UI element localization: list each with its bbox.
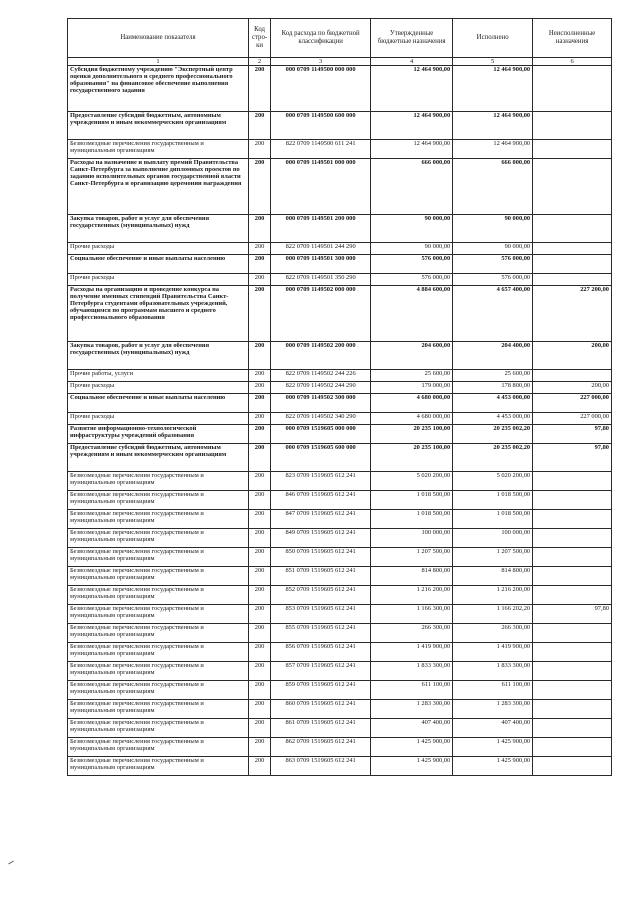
row-name: Развитие информационно-технологической инфраструктуры учреждений образования <box>68 425 249 444</box>
row-unexecuted <box>533 159 612 215</box>
row-executed: 25 600,00 <box>453 370 533 382</box>
row-executed: 4 453 000,00 <box>453 394 533 413</box>
row-expense-code: 000 0709 1149500 600 000 <box>271 112 371 140</box>
row-name: Расходы на организацию и проведение конкурса на получение именных стипендий Правительства Санкт-Петербурга студентами образовательных учреждений, обучающимся по программам высшего и среднего профессионального образования <box>68 286 249 342</box>
row-expense-code: 847 0709 1519605 612 241 <box>271 510 371 529</box>
row-line-code: 200 <box>248 491 270 510</box>
row-name: Прочие работы, услуги <box>68 370 249 382</box>
header-expense-code: Код расхода по бюджетной классификации <box>271 19 371 58</box>
row-unexecuted <box>533 586 612 605</box>
row-expense-code: 000 0709 1149501 000 000 <box>271 159 371 215</box>
row-approved: 1 018 500,00 <box>371 510 453 529</box>
header-executed: Исполнено <box>453 19 533 58</box>
row-expense-code: 000 0709 1149501 200 000 <box>271 215 371 243</box>
row-executed: 1 018 500,00 <box>453 510 533 529</box>
table-row <box>68 394 612 413</box>
row-executed: 12 464 900,00 <box>453 140 533 159</box>
row-unexecuted <box>533 719 612 738</box>
row-approved: 12 464 900,00 <box>371 112 453 140</box>
row-approved: 266 300,00 <box>371 624 453 643</box>
row-unexecuted <box>533 112 612 140</box>
row-executed: 100 000,00 <box>453 529 533 548</box>
row-executed: 4 657 400,00 <box>453 286 533 342</box>
row-expense-code: 000 0709 1149502 000 000 <box>271 286 371 342</box>
row-name: Закупка товаров, работ и услуг для обеспечения государственных (муниципальных) нужд <box>68 215 249 243</box>
row-line-code: 200 <box>248 643 270 662</box>
row-name: Безвозмездные перечисления государственным и муниципальным организациям <box>68 140 249 159</box>
row-name: Безвозмездные перечисления государственным и муниципальным организациям <box>68 662 249 681</box>
header-line-code: Код стро-ки <box>248 19 270 58</box>
row-name: Прочие расходы <box>68 382 249 394</box>
row-executed: 90 000,00 <box>453 243 533 255</box>
table-body <box>68 66 612 776</box>
row-line-code: 200 <box>248 286 270 342</box>
row-name: Безвозмездные перечисления государственным и муниципальным организациям <box>68 738 249 757</box>
row-unexecuted <box>533 738 612 757</box>
row-line-code: 200 <box>248 567 270 586</box>
row-line-code: 200 <box>248 243 270 255</box>
row-line-code: 200 <box>248 700 270 719</box>
row-line-code: 200 <box>248 444 270 472</box>
row-unexecuted <box>533 700 612 719</box>
row-approved: 1 166 300,00 <box>371 605 453 624</box>
row-name: Прочие расходы <box>68 413 249 425</box>
row-name: Безвозмездные перечисления государственным и муниципальным организациям <box>68 643 249 662</box>
row-executed: 5 020 200,00 <box>453 472 533 491</box>
table-header-row <box>68 19 612 58</box>
row-executed: 12 464 900,00 <box>453 112 533 140</box>
row-approved: 576 000,00 <box>371 255 453 274</box>
row-approved: 20 235 100,00 <box>371 425 453 444</box>
row-executed: 576 000,00 <box>453 255 533 274</box>
row-line-code: 200 <box>248 255 270 274</box>
row-expense-code: 823 0709 1519605 612 241 <box>271 472 371 491</box>
row-expense-code: 863 0709 1519605 612 241 <box>271 757 371 776</box>
table-row <box>68 112 612 140</box>
row-line-code: 200 <box>248 757 270 776</box>
row-line-code: 200 <box>248 472 270 491</box>
row-executed: 20 235 002,20 <box>453 444 533 472</box>
row-executed: 204 400,00 <box>453 342 533 370</box>
row-approved: 666 000,00 <box>371 159 453 215</box>
row-executed: 814 800,00 <box>453 567 533 586</box>
row-approved: 90 000,00 <box>371 243 453 255</box>
header-name: Наименование показателя <box>68 19 249 58</box>
row-name: Прочие расходы <box>68 243 249 255</box>
row-line-code: 200 <box>248 215 270 243</box>
row-approved: 1 207 500,00 <box>371 548 453 567</box>
row-unexecuted <box>533 370 612 382</box>
table-row <box>68 243 612 255</box>
row-unexecuted <box>533 255 612 274</box>
row-unexecuted: 227 200,00 <box>533 286 612 342</box>
row-expense-code: 000 0709 1519605 600 000 <box>271 444 371 472</box>
row-approved: 1 833 300,00 <box>371 662 453 681</box>
row-expense-code: 850 0709 1519605 612 241 <box>271 548 371 567</box>
row-approved: 1 425 900,00 <box>371 738 453 757</box>
table-row <box>68 66 612 112</box>
row-unexecuted <box>533 66 612 112</box>
row-name: Безвозмездные перечисления государственным и муниципальным организациям <box>68 491 249 510</box>
row-expense-code: 860 0709 1519605 612 241 <box>271 700 371 719</box>
row-unexecuted <box>533 510 612 529</box>
table-row <box>68 425 612 444</box>
row-name: Безвозмездные перечисления государственным и муниципальным организациям <box>68 586 249 605</box>
row-expense-code: 849 0709 1519605 612 241 <box>271 529 371 548</box>
row-approved: 4 884 600,00 <box>371 286 453 342</box>
row-line-code: 200 <box>248 394 270 413</box>
column-number: 5 <box>453 58 533 66</box>
row-name: Безвозмездные перечисления государственным и муниципальным организациям <box>68 567 249 586</box>
table-row <box>68 586 612 605</box>
row-unexecuted <box>533 491 612 510</box>
row-unexecuted <box>533 624 612 643</box>
row-name: Предоставление субсидий бюджетным, автономным учреждениям и иным некоммерческим организациям <box>68 112 249 140</box>
row-executed: 1 207 500,00 <box>453 548 533 567</box>
row-unexecuted: 97,80 <box>533 605 612 624</box>
row-executed: 1 425 900,00 <box>453 757 533 776</box>
row-executed: 1 425 900,00 <box>453 738 533 757</box>
row-executed: 666 000,00 <box>453 159 533 215</box>
row-line-code: 200 <box>248 274 270 286</box>
table-row <box>68 510 612 529</box>
row-line-code: 200 <box>248 140 270 159</box>
row-expense-code: 857 0709 1519605 612 241 <box>271 662 371 681</box>
table-row <box>68 274 612 286</box>
row-approved: 204 600,00 <box>371 342 453 370</box>
row-expense-code: 822 0709 1149502 244 290 <box>271 382 371 394</box>
row-approved: 814 800,00 <box>371 567 453 586</box>
row-unexecuted: 97,80 <box>533 425 612 444</box>
row-expense-code: 853 0709 1519605 612 241 <box>271 605 371 624</box>
table-row <box>68 342 612 370</box>
row-unexecuted <box>533 472 612 491</box>
table-row <box>68 472 612 491</box>
row-name: Безвозмездные перечисления государственным и муниципальным организациям <box>68 529 249 548</box>
row-approved: 1 216 200,00 <box>371 586 453 605</box>
row-line-code: 200 <box>248 719 270 738</box>
scan-mark <box>8 861 14 865</box>
table-row <box>68 548 612 567</box>
row-expense-code: 846 0709 1519605 612 241 <box>271 491 371 510</box>
table-row <box>68 159 612 215</box>
row-line-code: 200 <box>248 413 270 425</box>
row-line-code: 200 <box>248 662 270 681</box>
header-approved: Утвержденные бюджетные назначения <box>371 19 453 58</box>
row-expense-code: 862 0709 1519605 612 241 <box>271 738 371 757</box>
row-unexecuted <box>533 140 612 159</box>
row-approved: 1 283 300,00 <box>371 700 453 719</box>
row-line-code: 200 <box>248 681 270 700</box>
row-name: Социальное обеспечение и иные выплаты населению <box>68 255 249 274</box>
row-line-code: 200 <box>248 112 270 140</box>
row-executed: 12 464 900,00 <box>453 66 533 112</box>
row-expense-code: 000 0709 1149501 300 000 <box>271 255 371 274</box>
row-executed: 1 419 900,00 <box>453 643 533 662</box>
table-row <box>68 255 612 274</box>
row-approved: 407 400,00 <box>371 719 453 738</box>
row-approved: 1 018 500,00 <box>371 491 453 510</box>
row-approved: 90 000,00 <box>371 215 453 243</box>
row-name: Субсидия бюджетному учреждению "Экспертный центр оценки дополнительного и среднего профессионального образования" на финансовое обеспечение выполнения государственного задания <box>68 66 249 112</box>
row-unexecuted <box>533 529 612 548</box>
row-name: Предоставление субсидий бюджетным, автономным учреждениям и иным некоммерческим организациям <box>68 444 249 472</box>
column-number-row <box>68 58 612 66</box>
table-row <box>68 370 612 382</box>
column-number: 3 <box>271 58 371 66</box>
table-row <box>68 567 612 586</box>
row-line-code: 200 <box>248 425 270 444</box>
row-approved: 179 000,00 <box>371 382 453 394</box>
row-executed: 266 300,00 <box>453 624 533 643</box>
row-executed: 1 283 300,00 <box>453 700 533 719</box>
row-approved: 1 419 900,00 <box>371 643 453 662</box>
table-row <box>68 529 612 548</box>
row-unexecuted <box>533 548 612 567</box>
row-name: Прочие расходы <box>68 274 249 286</box>
table-row <box>68 700 612 719</box>
row-expense-code: 852 0709 1519605 612 241 <box>271 586 371 605</box>
row-expense-code: 822 0709 1149501 244 290 <box>271 243 371 255</box>
row-name: Безвозмездные перечисления государственным и муниципальным организациям <box>68 605 249 624</box>
row-unexecuted: 200,00 <box>533 342 612 370</box>
row-name: Безвозмездные перечисления государственным и муниципальным организациям <box>68 681 249 700</box>
row-line-code: 200 <box>248 159 270 215</box>
row-executed: 178 800,00 <box>453 382 533 394</box>
row-unexecuted: 227 000,00 <box>533 413 612 425</box>
table-row <box>68 681 612 700</box>
row-executed: 90 000,00 <box>453 215 533 243</box>
row-expense-code: 859 0709 1519605 612 241 <box>271 681 371 700</box>
row-approved: 20 235 100,00 <box>371 444 453 472</box>
row-approved: 12 464 900,00 <box>371 66 453 112</box>
row-expense-code: 000 0709 1149500 000 000 <box>271 66 371 112</box>
table-row <box>68 444 612 472</box>
row-name: Безвозмездные перечисления государственным и муниципальным организациям <box>68 472 249 491</box>
row-expense-code: 822 0709 1149500 611 241 <box>271 140 371 159</box>
table-row <box>68 140 612 159</box>
row-executed: 1 216 200,00 <box>453 586 533 605</box>
row-line-code: 200 <box>248 586 270 605</box>
row-executed: 1 833 300,00 <box>453 662 533 681</box>
row-executed: 407 400,00 <box>453 719 533 738</box>
row-executed: 1 166 202,20 <box>453 605 533 624</box>
row-name: Социальное обеспечение и иные выплаты населению <box>68 394 249 413</box>
row-line-code: 200 <box>248 510 270 529</box>
row-approved: 611 100,00 <box>371 681 453 700</box>
table-row <box>68 738 612 757</box>
column-number: 2 <box>248 58 270 66</box>
row-unexecuted <box>533 681 612 700</box>
row-executed: 20 235 002,20 <box>453 425 533 444</box>
row-approved: 1 425 900,00 <box>371 757 453 776</box>
column-number: 1 <box>68 58 249 66</box>
row-approved: 4 680 000,00 <box>371 413 453 425</box>
row-line-code: 200 <box>248 370 270 382</box>
table-row <box>68 286 612 342</box>
budget-execution-table <box>67 18 612 776</box>
row-expense-code: 856 0709 1519605 612 241 <box>271 643 371 662</box>
row-expense-code: 000 0709 1149502 300 000 <box>271 394 371 413</box>
row-approved: 12 464 900,00 <box>371 140 453 159</box>
row-unexecuted <box>533 643 612 662</box>
row-approved: 25 600,00 <box>371 370 453 382</box>
row-expense-code: 861 0709 1519605 612 241 <box>271 719 371 738</box>
row-line-code: 200 <box>248 548 270 567</box>
row-line-code: 200 <box>248 624 270 643</box>
column-number: 6 <box>533 58 612 66</box>
row-name: Закупка товаров, работ и услуг для обеспечения государственных (муниципальных) нужд <box>68 342 249 370</box>
row-expense-code: 822 0709 1149502 244 226 <box>271 370 371 382</box>
row-unexecuted: 227 000,00 <box>533 394 612 413</box>
row-expense-code: 822 0709 1149501 350 290 <box>271 274 371 286</box>
row-approved: 4 680 000,00 <box>371 394 453 413</box>
row-unexecuted <box>533 215 612 243</box>
row-unexecuted <box>533 757 612 776</box>
row-executed: 1 018 500,00 <box>453 491 533 510</box>
row-expense-code: 000 0709 1519605 000 000 <box>271 425 371 444</box>
row-executed: 576 000,00 <box>453 274 533 286</box>
row-expense-code: 851 0709 1519605 612 241 <box>271 567 371 586</box>
row-unexecuted <box>533 243 612 255</box>
row-name: Безвозмездные перечисления государственным и муниципальным организациям <box>68 719 249 738</box>
table-row <box>68 757 612 776</box>
row-line-code: 200 <box>248 738 270 757</box>
row-expense-code: 822 0709 1149502 340 290 <box>271 413 371 425</box>
header-unexecuted: Неисполненные назначения <box>533 19 612 58</box>
table-row <box>68 413 612 425</box>
row-line-code: 200 <box>248 382 270 394</box>
row-approved: 5 020 200,00 <box>371 472 453 491</box>
row-approved: 576 000,00 <box>371 274 453 286</box>
table-row <box>68 662 612 681</box>
row-name: Безвозмездные перечисления государственным и муниципальным организациям <box>68 757 249 776</box>
row-name: Безвозмездные перечисления государственным и муниципальным организациям <box>68 624 249 643</box>
row-unexecuted <box>533 567 612 586</box>
row-approved: 100 000,00 <box>371 529 453 548</box>
row-expense-code: 855 0709 1519605 612 241 <box>271 624 371 643</box>
row-name: Безвозмездные перечисления государственным и муниципальным организациям <box>68 510 249 529</box>
table-row <box>68 491 612 510</box>
row-unexecuted: 200,00 <box>533 382 612 394</box>
column-number: 4 <box>371 58 453 66</box>
row-name: Расходы на назначение и выплату премий Правительства Санкт-Петербурга за выполнение дипломных проектов по заданию исполнительных органов государственной власти Санкт-Петербурга и организацию церемонии награждения <box>68 159 249 215</box>
row-name: Безвозмездные перечисления государственным и муниципальным организациям <box>68 548 249 567</box>
row-line-code: 200 <box>248 342 270 370</box>
row-executed: 611 100,00 <box>453 681 533 700</box>
table-row <box>68 624 612 643</box>
row-unexecuted <box>533 662 612 681</box>
row-expense-code: 000 0709 1149502 200 000 <box>271 342 371 370</box>
row-unexecuted: 97,80 <box>533 444 612 472</box>
table-row <box>68 719 612 738</box>
table-row <box>68 382 612 394</box>
row-executed: 4 453 000,00 <box>453 413 533 425</box>
table-row <box>68 605 612 624</box>
row-line-code: 200 <box>248 529 270 548</box>
row-line-code: 200 <box>248 66 270 112</box>
table-row <box>68 643 612 662</box>
row-line-code: 200 <box>248 605 270 624</box>
table-row <box>68 215 612 243</box>
row-unexecuted <box>533 274 612 286</box>
row-name: Безвозмездные перечисления государственным и муниципальным организациям <box>68 700 249 719</box>
